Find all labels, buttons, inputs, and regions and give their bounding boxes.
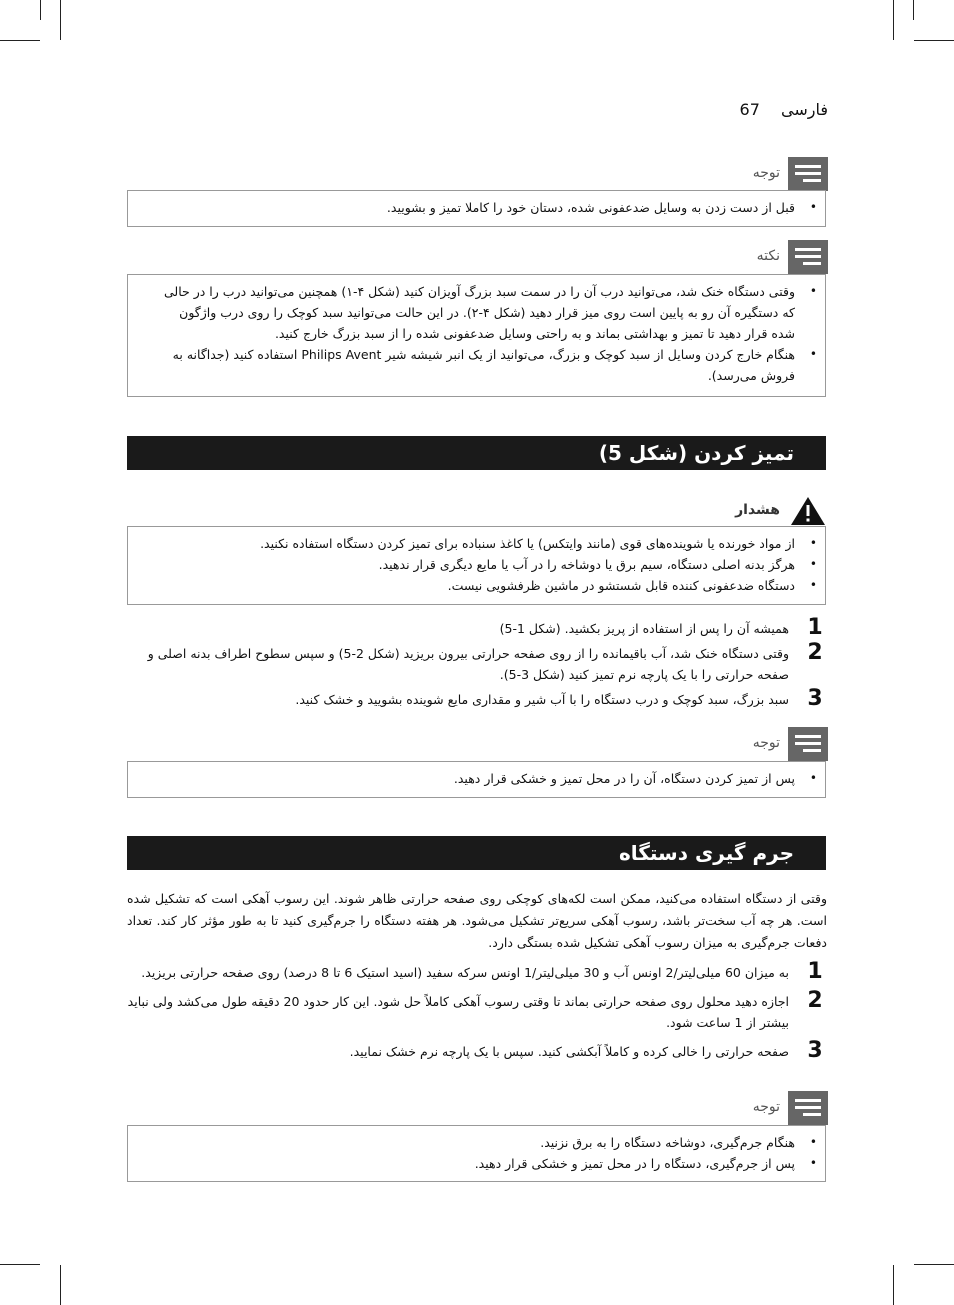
note-label-row: [128, 157, 828, 191]
step-text: سبد بزرگ، سبد کوچک و درب دستگاه را با آب شیر و مقداری مایع شوینده بشویید و خشک کنید.: [295, 692, 789, 707]
note-item: • پس از تمیز کردن دستگاه، آن را در محل تمیز و خشکی قرار دهید.: [152, 768, 803, 789]
note-label: توجه: [752, 1099, 780, 1115]
step-number: 2: [807, 988, 823, 1013]
step-item: [127, 640, 827, 685]
step-number: 1: [807, 615, 823, 640]
page-number: 67: [739, 100, 760, 119]
step-text: وقتی دستگاه خنک شد، آب باقیمانده را از روی صفحه حرارتی بیرون بریزید (شکل 2-5) و سپس سطوح اطراف بدنه اصلی و صفحه حرارتی را با یک پارچه نرم تمیز کنید (شکل 3-5).: [147, 646, 789, 682]
warning-box: [127, 526, 826, 605]
crop-mark: [0, 40, 40, 41]
crop-mark: [893, 1265, 894, 1305]
tip-item: • هنگام خارج کردن وسایل از سبد کوچک و بزرگ، می‌توانید از یک انبر شیشه شیر Philips Avent استفاده کنید (جداگانه به فروش می‌رسد).: [152, 344, 803, 386]
note-box: [127, 761, 826, 798]
step-item: [127, 988, 827, 1033]
step-number: 3: [807, 686, 823, 711]
note-label-row: [128, 1091, 828, 1125]
step-item: [127, 959, 827, 984]
section-heading-cleaning: تمیز کردن (شکل 5): [127, 436, 826, 470]
note-label: توجه: [752, 735, 780, 751]
step-text: اجازه دهید محلول روی صفحه حرارتی بماند تا وقتی رسوب آهکی کاملاً حل شود. این کار حدود 20 دقیقه طول می‌کشد ولی نباید بیشتر از 1 ساعت شود.: [127, 994, 789, 1030]
step-item: [127, 686, 827, 711]
note-icon: [788, 1091, 828, 1125]
tip-item: • وقتی دستگاه خنک شد، می‌توانید درب آن را در سمت سبد بزرگ آویزان کنید (شکل ۴-۱) همچنین می‌توانید درب را در حالی که دستگیره آن رو به پایین است روی میز قرار دهید (شکل ۴-۲). در این حالت می‌توانید سبد کوچک را روی درب واژگون شده قرار دهید تا تمیز و بهداشتی بماند و به راحتی وسایل ضدعفونی شده را از سبد بزرگ خارج کنید.: [152, 281, 803, 344]
warning-icon: [788, 494, 828, 528]
step-text: صفحه حرارتی را خالی کرده و کاملاً آبکشی کنید. سپس با یک پارچه نرم خشک نمایید.: [349, 1044, 789, 1059]
note-label: توجه: [752, 165, 780, 181]
note-item: • قبل از دست زدن به وسایل ضدعفونی شده، دستان خود را کاملا تمیز و بشویید.: [152, 197, 803, 218]
step-item: [127, 1038, 827, 1063]
cleaning-steps: [127, 615, 827, 714]
step-number: 2: [807, 640, 823, 665]
note-item: • پس از جرم‌گیری، دستگاه را در محل تمیز و خشکی قرار دهید.: [152, 1153, 803, 1174]
tip-label: نکته: [756, 248, 780, 264]
crop-mark: [40, 0, 41, 20]
warning-item: • دستگاه ضدعفونی کننده قابل شستشو در ماشین ظرفشویی نیست.: [152, 575, 803, 596]
step-item: [127, 615, 827, 640]
step-number: 3: [807, 1038, 823, 1063]
step-text: همیشه آن را پس از استفاده از پریز بکشید. (شکل 1-5): [499, 621, 789, 636]
descaling-steps: [127, 959, 827, 1066]
crop-mark: [0, 1264, 40, 1265]
note-box: [127, 190, 826, 227]
crop-mark: [913, 0, 914, 20]
section-heading-descaling: جرم گیری دستگاه: [127, 836, 826, 870]
note-box: [127, 1125, 826, 1182]
crop-mark: [893, 0, 894, 40]
warning-item: • هرگز بدنه اصلی دستگاه، سیم برق یا دوشاخه را در آب یا مایع دیگری قرار ندهید.: [152, 554, 803, 575]
descaling-intro: وقتی از دستگاه استفاده می‌کنید، ممکن است لکه‌های کوچکی روی صفحه حرارتی ظاهر شوند. این رسوب آهکی است که تشکیل شده است. هر چه آب سخت‌تر باشد، رسوب آهکی سریع‌تر تشکیل می‌شود. هر هفته دستگاه را جرم‌گیری کنید تا به طور مؤثر کار کند. تعداد دفعات جرم‌گیری به میزان رسوب آهکی تشکیل شده بستگی دارد.: [127, 891, 827, 950]
step-text: به میزان 60 میلی‌لیتر/2 اونس آب و 30 میلی‌لیتر/1 اونس سرکه سفید (اسید استیک 6 تا 8 درصد) روی صفحه حرارتی بریزید.: [141, 965, 789, 980]
warning-item: • از مواد خورنده یا شوینده‌های قوی (مانند وایتکس) یا کاغذ سنباده برای تمیز کردن دستگاه استفاده نکنید.: [152, 533, 803, 554]
crop-mark: [60, 1265, 61, 1305]
warning-label-row: [128, 494, 828, 528]
note-icon: [788, 157, 828, 191]
tip-icon: [788, 240, 828, 274]
crop-mark: [914, 1264, 954, 1265]
note-icon: [788, 727, 828, 761]
tip-box: [127, 274, 826, 397]
crop-mark: [914, 40, 954, 41]
language-label: فارسی: [781, 100, 828, 119]
warning-label: هشدار: [735, 502, 780, 518]
tip-label-row: [128, 240, 828, 274]
step-number: 1: [807, 959, 823, 984]
crop-mark: [60, 0, 61, 40]
note-item: • هنگام جرم‌گیری، دوشاخه دستگاه را به برق نزنید.: [152, 1132, 803, 1153]
page-header: [740, 100, 828, 119]
note-label-row: [128, 727, 828, 761]
